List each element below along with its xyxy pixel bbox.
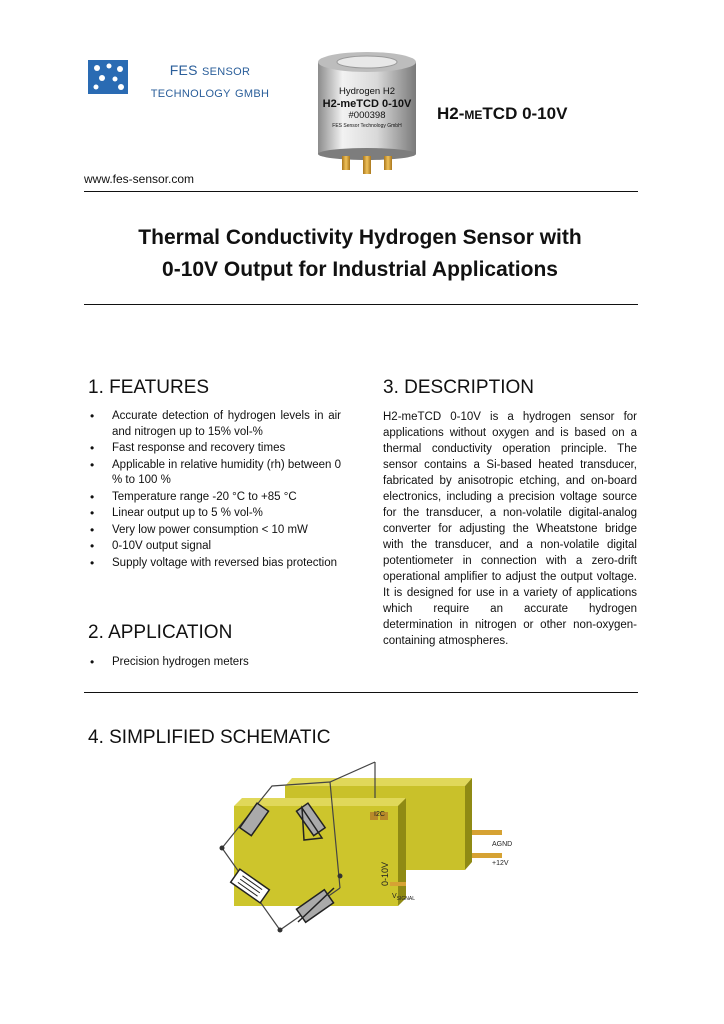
label-i2c: I2C	[374, 811, 385, 818]
list-item: • Applicable in relative humidity (rh) between 0 % to 100 %	[88, 458, 341, 489]
product-code	[437, 104, 567, 124]
title-divider	[84, 304, 638, 305]
list-item: • Temperature range -20 °C to +85 °C	[88, 490, 341, 506]
company-word-sensor: SENSOR	[202, 66, 251, 78]
company-name	[140, 60, 280, 104]
list-item: • 0-10V output signal	[88, 539, 341, 555]
features-list	[88, 409, 341, 572]
section-divider	[84, 692, 638, 693]
application-list	[88, 655, 341, 672]
list-item: • Accurate detection of hydrogen levels in air and nitrogen up to 15% vol-%	[88, 409, 341, 440]
list-item: • Precision hydrogen meters	[88, 655, 341, 671]
schematic-figure	[210, 758, 540, 948]
label-vsignal-sub: SIGNAL	[396, 896, 416, 902]
list-item: • Supply voltage with reversed bias protection	[88, 556, 341, 572]
page-title	[84, 222, 636, 286]
description-heading: 3. DESCRIPTION	[383, 377, 534, 398]
header-divider	[84, 191, 638, 192]
schematic-heading: 4. SIMPLIFIED SCHEMATIC	[88, 727, 331, 748]
list-item: • Linear output up to 5 % vol-%	[88, 506, 341, 522]
sensor-label-line3: #000398	[348, 110, 386, 121]
list-item: • Fast response and recovery times	[88, 441, 341, 457]
features-heading: 1. FEATURES	[88, 377, 210, 398]
title-line-1: Thermal Conductivity Hydrogen Sensor with	[138, 226, 582, 249]
label-agnd: AGND	[492, 841, 513, 848]
title-line-2: 0-10V Output for Industrial Applications	[162, 258, 558, 281]
application-heading: 2. APPLICATION	[88, 622, 233, 643]
logo-dots-icon	[88, 60, 128, 94]
product-code-suffix: TCD 0-10V	[482, 104, 568, 123]
sensor-label-line2: H2-meTCD 0-10V	[322, 98, 412, 110]
website-link[interactable]: www.fes-sensor.com	[84, 172, 195, 186]
sensor-label-line4: FES Sensor Technology GmbH	[332, 123, 402, 129]
label-12v: +12V	[492, 860, 509, 867]
company-word-fes: FES	[169, 62, 198, 78]
product-code-prefix: H2-	[437, 104, 465, 123]
sensor-photo	[312, 48, 422, 183]
company-word-technology: TECHNOLOGY	[150, 88, 231, 100]
sensor-label-line1: Hydrogen H2	[339, 86, 395, 97]
label-output: 0-10V	[380, 861, 390, 886]
list-item: • Very low power consumption < 10 mW	[88, 523, 341, 539]
description-text: H2-meTCD 0-10V is a hydrogen sensor for applications without oxygen and is based on a thermal conductivity operation principle. The sensor contains a Si-based heated transducer, fabricated by anisotropic etching, and on-board electronics, including a precision voltage source for the transducer, a non-volatile digital-analog converter for adjusting the Wheatstone bridge with the transducer, and a non-volatile digital potentiometer in connection with a zero-drift operational amplifier to adjust the output voltage. It is designed for use in a variety of applications which require an accurate hydrogen determination in nitrogen or other non-oxygen-containing atmospheres.	[383, 411, 637, 647]
company-word-gmbh: GMBH	[235, 88, 270, 100]
label-vsignal-main: V	[392, 893, 397, 900]
product-code-me: ME	[464, 108, 483, 122]
company-logo	[88, 60, 128, 94]
